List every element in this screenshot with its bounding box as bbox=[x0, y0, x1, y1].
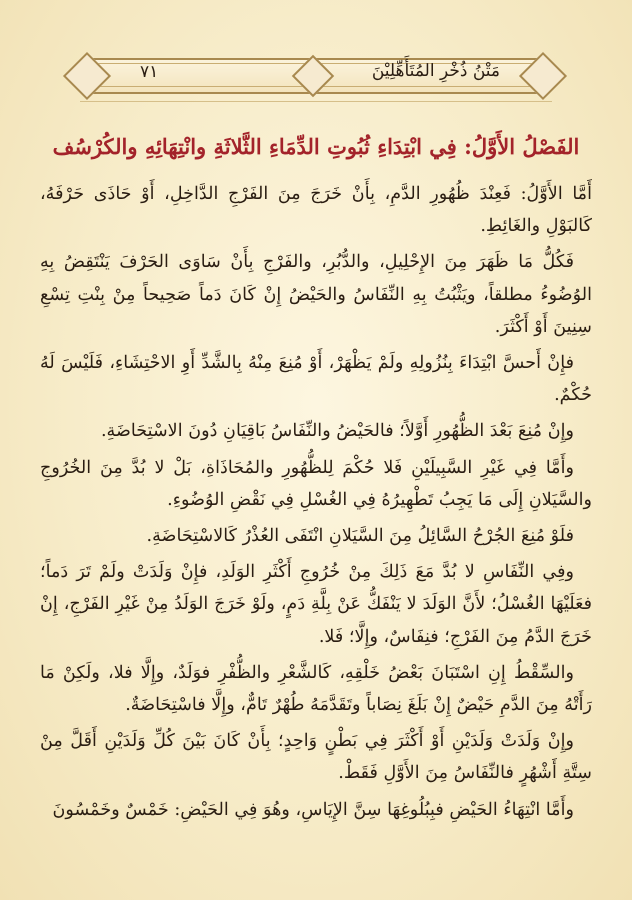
paragraph: وأَمَّا فِي غَيْرِ السَّبِيلَيْنِ فَلا حُكْمَ لِلظُّهُورِ والمُحَاذَاةِ، بَلْ لا بُدَّ مِنَ الخُرُوجِ والسَّيَلانِ إِلَى مَا يَجِبُ تَطْهِيرُهُ فِي الغُسْلِ فِي نَقْضِ الوُضُوءِ. bbox=[40, 457, 592, 510]
paragraph: والسِّقْطُ إِنِ اسْتَبَانَ بَعْضُ خَلْقِهِ، كَالشَّعْرِ والظُّفْرِ فوَلَدٌ، وإِلَّا فلا، ولَكِنْ مَا رَأَتْهُ مِنَ الدَّمِ حَيْضٌ إِنْ بَلَغَ نِصَاباً وتَقَدَّمَهُ طُهْرٌ تَامٌّ، وإِلَّا فاسْتِحَاضَةٌ. bbox=[40, 662, 592, 716]
body-text bbox=[40, 178, 592, 830]
paragraph: وإِنْ مُنِعَ بَعْدَ الظُّهُورِ أَوَّلاً؛ فالحَيْضُ والنِّفَاسُ بَاقِيَانِ دُونَ الاسْتِحَاضَةِ. bbox=[100, 421, 574, 442]
running-title: مَتْنُ ذُخْرِ المُتَأَهِّلِيْنَ bbox=[371, 61, 500, 81]
paragraph: وإِنْ وَلَدَتْ وَلَدَيْنِ أَوْ أَكْثَرَ فِي بَطْنٍ وَاحِدٍ؛ بِأَنْ كَانَ بَيْنَ كُلِّ وَلَدَيْنِ أَقَلَّ مِنْ سِتَّةِ أَشْهُرٍ فالنِّفَاسُ مِنَ الأَوَّلِ فَقَطْ. bbox=[40, 731, 592, 784]
page-header-ornament bbox=[70, 52, 560, 96]
chapter-title: الفَصْلُ الأَوَّلُ: فِي ابْتِدَاءِ ثُبُوتِ الدِّمَاءِ الثَّلاثَةِ وانْتِهَائِهِ والكُرْسُف bbox=[52, 134, 580, 159]
paragraph: وفِي النِّفَاسِ لا بُدَّ مَعَ ذَلِكَ مِنْ خُرُوجِ أَكْثَرِ الوَلَدِ، فإِنْ وَلَدَتْ ولَمْ تَرَ دَماً؛ فعَلَيْهَا الغُسْلُ؛ لأَنَّ الوَلَدَ لا يَنْفَكُّ عَنْ بِلَّةِ دَمٍ، ولَوْ خَرَجَ الوَلَدُ مِنْ غَيْرِ الفَرْجِ، إِنْ خَرَجَ الدَّمُ مِنَ الفَرْجِ؛ فنِفَاسٌ، وإِلَّا؛ فَلا. bbox=[40, 562, 592, 647]
paragraph: فلَوْ مُنِعَ الجُرْحُ السَّائِلُ مِنَ السَّيَلانِ انْتَفَى العُذْرُ كَالاسْتِحَاضَةِ. bbox=[146, 526, 574, 547]
paragraph: أَمَّا الأَوَّلُ: فَعِنْدَ ظُهُورِ الدَّمِ، بِأَنْ خَرَجَ مِنَ الفَرْجِ الدَّاخِلِ، أَوْ حَاذَى حَرْفَهُ، كَالبَوْلِ والغَائِطِ. bbox=[40, 184, 592, 237]
header-divider bbox=[80, 101, 552, 102]
page-number: ٧١ bbox=[140, 62, 159, 82]
paragraph: فإِنْ أَحسَّ ابْتِدَاءَ بِنُزُولِهِ ولَمْ يَظْهَرْ، أَوْ مُنِعَ مِنْهُ بِالشَّدِّ أَوِ الاحْتِشَاءِ، فَلَيْسَ لَهُ حُكْمٌ. bbox=[40, 353, 592, 406]
paragraph: وأَمَّا انْتِهَاءُ الحَيْضِ فبِبُلُوغِهَا سِنَّ الإِيَاسِ، وهُوَ فِي الحَيْضِ: خَمْسٌ وخَمْسُونَ bbox=[52, 799, 574, 820]
paragraph: فَكُلُّ مَا ظَهَرَ مِنَ الإِحْلِيلِ، والدُّبُرِ، والفَرْجِ بِأَنْ سَاوَى الحَرْفَ يَنْتَقِضُ بِهِ الوُضُوءُ مطلقاً، ويَثْبُتُ بِهِ النِّفَاسُ والحَيْضُ إِنْ كَانَ دَماً صَحِيحاً مِنْ بِنْتِ تِسْعِ سِنِينَ أَوْ أَكْثَرَ. bbox=[40, 252, 592, 337]
